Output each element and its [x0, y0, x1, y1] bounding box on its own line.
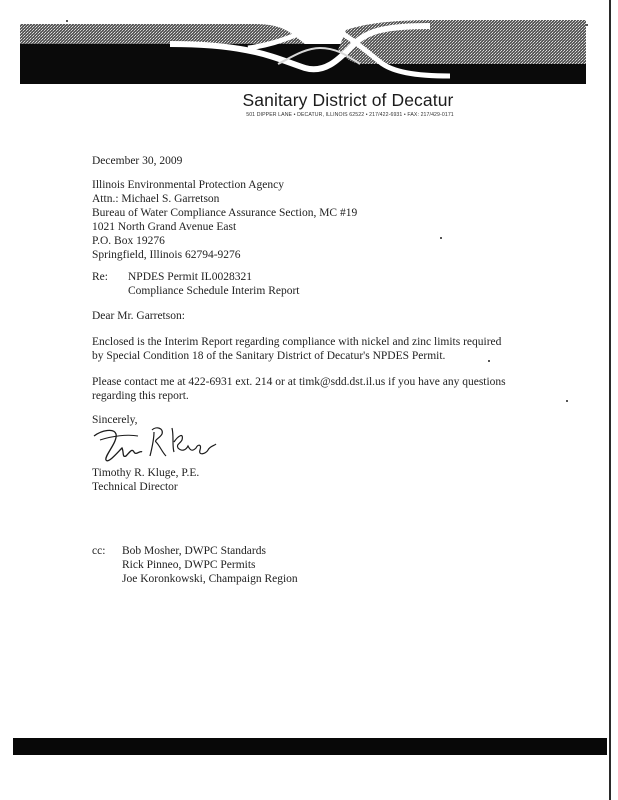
handwritten-signature [92, 422, 222, 466]
cc-label: cc: [92, 545, 106, 557]
cc-recipient: Rick Pinneo, DWPC Permits [122, 559, 256, 571]
recipient-line: P.O. Box 19276 [92, 235, 165, 247]
signer-title: Technical Director [92, 481, 178, 493]
subject-label: Re: [92, 271, 108, 283]
subject-line: NPDES Permit IL0028321 [128, 271, 252, 283]
recipient-line: 1021 North Grand Avenue East [92, 221, 237, 233]
cc-recipient: Bob Mosher, DWPC Standards [122, 545, 266, 557]
paragraph-line: Enclosed is the Interim Report regarding compliance with nickel and zinc limits required [92, 336, 502, 348]
recipient-line: Springfield, Illinois 62794-9276 [92, 249, 241, 261]
recipient-line: Illinois Environmental Protection Agency [92, 179, 284, 191]
recipient-line: Attn.: Michael S. Garretson [92, 193, 220, 205]
paragraph-line: Please contact me at 422-6931 ext. 214 or at timk@sdd.dst.il.us if you have any questions [92, 376, 506, 388]
paragraph-line: regarding this report. [92, 390, 189, 402]
scan-speck [488, 360, 490, 362]
scan-speck [566, 400, 568, 402]
page-edge-line [609, 0, 611, 800]
organization-name: Sanitary District of Decatur [242, 90, 454, 110]
letterhead-footer-bar [13, 738, 607, 755]
cc-recipient: Joe Koronkowski, Champaign Region [122, 573, 298, 585]
organization-address: 501 DIPPER LANE • DECATUR, ILLINOIS 62522 • 217/422-6931 • FAX: 217/429-0171 [246, 112, 454, 118]
paragraph-line: by Special Condition 18 of the Sanitary District of Decatur's NPDES Permit. [92, 350, 446, 362]
scan-speck [440, 237, 442, 239]
subject-line: Compliance Schedule Interim Report [128, 285, 300, 297]
letterhead-banner-logo [20, 18, 586, 88]
signer-name: Timothy R. Kluge, P.E. [92, 467, 200, 479]
scan-speck [586, 24, 588, 26]
salutation: Dear Mr. Garretson: [92, 310, 185, 322]
closing: Sincerely, [92, 414, 138, 426]
recipient-line: Bureau of Water Compliance Assurance Section, MC #19 [92, 207, 358, 219]
letter-date: December 30, 2009 [92, 155, 183, 167]
